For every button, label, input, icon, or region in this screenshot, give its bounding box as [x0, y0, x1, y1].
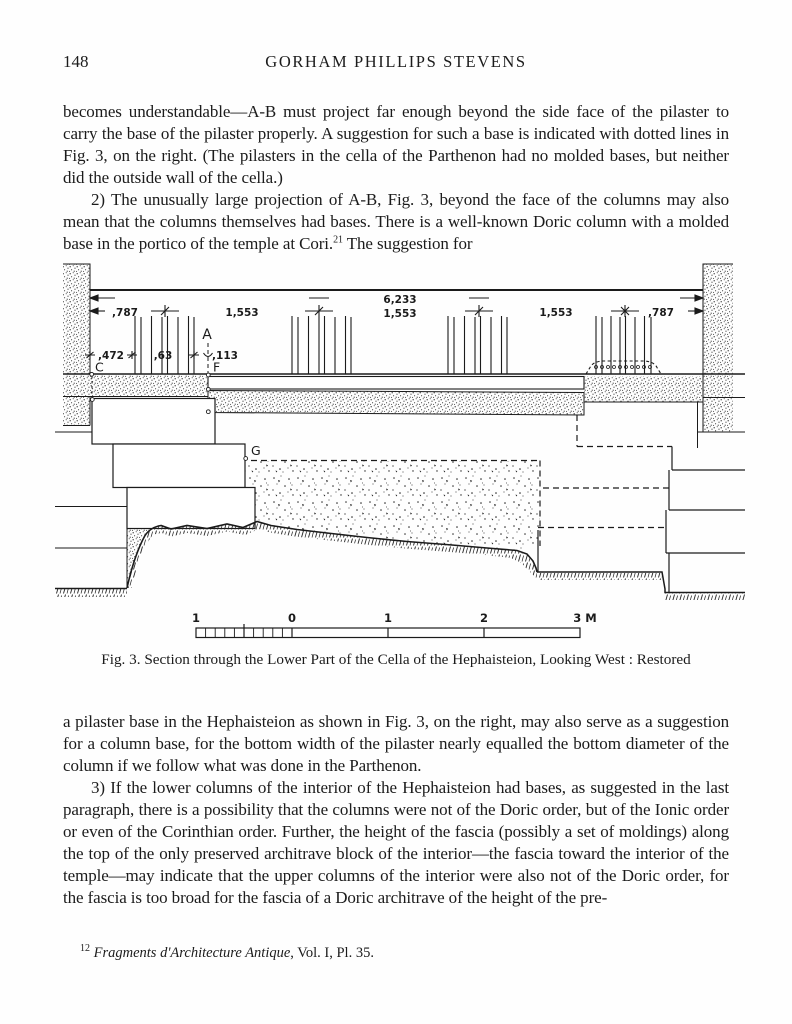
footnote-source-title: Fragments d'Architecture Antique — [93, 944, 291, 961]
point-label-f: F — [213, 359, 221, 375]
footnote-reference: 21 — [333, 234, 343, 246]
paragraph-1: becomes understandable—A-B must project far enough beyond the side face of the pilaster to carry the base of the pilaster properly. A suggestion for such a base is indicated with dotted lines in Fig. 3, on the right. (The pilasters in the cella of the Parthenon had no molded bases, but neither did the outside wall of the cella.) — [63, 102, 729, 187]
dim-label-6233: 6,233 — [383, 294, 417, 306]
page-number: 148 — [63, 52, 89, 71]
dim-label-787-left: ,787 — [112, 307, 138, 319]
footnote-marker: 12 — [80, 942, 90, 954]
footnote — [80, 942, 729, 962]
scale-tick-2: 2 — [479, 611, 489, 625]
rubble-fill — [245, 461, 540, 551]
right-foundation-courses — [538, 415, 745, 592]
dim-label-1553-b: 1,553 — [383, 308, 417, 320]
scale-bar — [192, 611, 597, 638]
running-head: GORHAM PHILLIPS STEVENS — [265, 52, 527, 71]
paragraph-2 — [63, 189, 729, 255]
footnote-source-rest: , Vol. I, Pl. 35. — [290, 944, 374, 961]
paragraph-3: a pilaster base in the Hephaisteion as shown in Fig. 3, on the right, may also serve as a suggestion for a column base, for the bottom width of the pilaster nearly equalled the bottom diameter of the column if we follow what was done in the Parthenon. — [63, 712, 729, 775]
scale-tick-1: 1 — [383, 611, 393, 625]
scale-tick-1-left: 1 — [191, 611, 201, 625]
dim-label-1553-a: 1,553 — [225, 307, 259, 319]
paragraph-4: 3) If the lower columns of the interior of the Hephaisteion had bases, as suggested in the last paragraph, there is a possibility that the columns were not of the Doric order, but of the Ionic order or even of the Corinthian order. Further, the height of the fascia (possibly a set of moldings) along the top of the only preserved architrave block of the interior—the fascia toward the interior of the temple—may indicate that the upper columns of the interior were also not of the Doric order, for the fascia is too broad for the fascia of a Doric architrave of the height of the pre- — [63, 778, 729, 907]
left-foundation-blocks — [55, 399, 255, 589]
dim-label-113: ,113 — [212, 350, 238, 362]
point-label-c: C — [95, 359, 104, 375]
point-label-a: A — [202, 327, 212, 343]
dim-label-63: ,63 — [153, 350, 173, 362]
scale-tick-3m: 3 M — [573, 611, 597, 625]
paragraph-2-text: 2) The unusually large projection of A-B, Fig. 3, beyond the face of the columns may also mean that the columns themselves had bases. There is a well-known Doric column with a molded base in the portico of the temple at Cori. — [63, 190, 729, 253]
figure-3-drawing — [55, 258, 745, 650]
point-label-g: G — [251, 443, 261, 458]
dim-label-787-right: ,787 — [648, 307, 674, 319]
right-wall — [698, 264, 745, 432]
dotted-pilaster-base — [586, 361, 661, 374]
figure-caption: Fig. 3. Section through the Lower Part of the Cella of the Hephaisteion, Looking West : Restored — [101, 651, 691, 668]
scale-tick-0: 0 — [287, 611, 297, 625]
dim-label-472: ,472 — [98, 350, 124, 362]
figure-3 — [55, 258, 745, 650]
dim-label-1553-c: 1,553 — [539, 307, 573, 319]
paragraph-2-after: The suggestion for — [342, 234, 473, 253]
